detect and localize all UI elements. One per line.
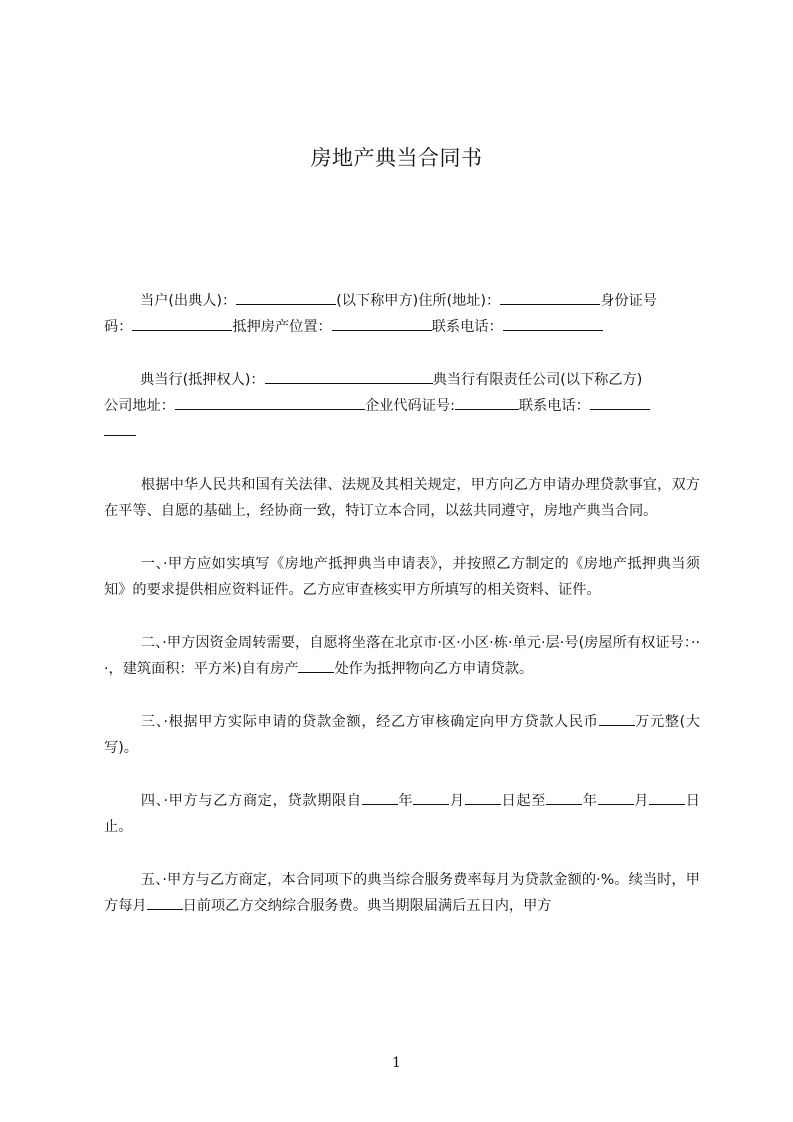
party-a-block [104, 288, 700, 340]
clause-5-text-2: 日前项乙方交纳综合服务费。典当期限届满后五日内，甲方 [182, 898, 552, 914]
start-year-blank [362, 789, 398, 805]
page-number: 1 [392, 1055, 401, 1071]
end-month-label: 月 [633, 793, 650, 809]
property-location-blank [332, 315, 432, 331]
end-day-blank [649, 789, 685, 805]
document-body [104, 288, 700, 946]
party-b-line-3 [104, 419, 700, 445]
party-a-phone-blank [503, 315, 603, 331]
document-title: 房地产典当合同书 [310, 146, 483, 170]
pawnshop-label: 典当行(抵押权人)： [140, 372, 265, 388]
pawner-name-blank [236, 289, 336, 305]
company-address-blank [175, 394, 365, 410]
party-b-block [104, 367, 700, 445]
clause-2 [104, 630, 700, 682]
company-label: 典当行有限责任公司(以下称乙方) [432, 372, 643, 388]
pawnshop-name-blank [265, 368, 433, 384]
id-number-blank [132, 315, 232, 331]
party-b-phone-label: 联系电话： [518, 398, 590, 414]
clause-1: 一、·甲方应如实填写《房地产抵押典当申请表》，并按照乙方制定的《房地产抵押典当须知》的要求提供相应资料证件。乙方应审查核实甲方所填写的相关资料、证件。 [104, 556, 700, 598]
start-month-label: 月 [449, 793, 465, 809]
clause-4 [104, 788, 700, 840]
enterprise-code-blank [455, 394, 519, 410]
end-year-blank [546, 789, 582, 805]
party-a-line-2 [104, 314, 700, 340]
id-label: 身份证号 [600, 293, 657, 309]
clause-3-text-2: 万元整(大写)。 [104, 714, 700, 756]
party-a-phone-label: 联系电话： [431, 319, 503, 335]
party-b-line-2 [104, 393, 700, 419]
clause-4-text-1: 四、·甲方与乙方商定，贷款期限自 [140, 793, 362, 809]
clause-5-text-1: 五、·甲方与乙方商定，本合同项下的典当综合服务费率每月为贷款金额的·%。续当时，甲方每月 [104, 872, 700, 914]
clause-2-text-1: 二、·甲方因资金周转需要，自愿将坐落在北京市·区·小区·栋·单元·层·号(房屋所有权证号：·· ·，建筑面积：平方米)自有房产 [104, 635, 700, 677]
start-day-label: 日起至 [500, 793, 547, 809]
start-month-blank [413, 789, 449, 805]
fee-day-blank [147, 894, 183, 910]
property-area-blank [298, 657, 334, 673]
party-a-line-1 [104, 288, 700, 314]
party-b-line-1 [104, 367, 700, 393]
property-location-label: 抵押房产位置： [232, 319, 332, 335]
clause-2-text-2: 处作为抵押物向乙方申请贷款。 [334, 661, 534, 677]
enterprise-code-label: 企业代码证号: [364, 398, 455, 414]
address-blank [500, 289, 600, 305]
end-day-label: 日止。 [104, 793, 700, 835]
clause-3 [104, 709, 700, 761]
end-year-label: 年 [582, 793, 598, 809]
company-address-label: 公司地址： [104, 398, 175, 414]
party-b-phone-blank-cont [104, 420, 136, 436]
loan-amount-blank [599, 710, 635, 726]
address-label: (以下称甲方)住所(地址)： [336, 293, 501, 309]
end-month-blank [598, 789, 634, 805]
id-label-cont: 码： [104, 319, 133, 335]
preamble-paragraph: 根据中华人民共和国有关法律、法规及其相关规定，甲方向乙方申请办理贷款事宜，双方在平等、自愿的基础上，经协商一致，特订立本合同，以兹共同遵守，房地产典当合同。 [104, 477, 700, 519]
start-day-blank [465, 789, 501, 805]
party-b-phone-blank [590, 394, 650, 410]
clause-5 [104, 867, 700, 919]
start-year-label: 年 [397, 793, 414, 809]
pawner-label: 当户(出典人)： [140, 293, 237, 309]
clause-3-text-1: 三、·根据甲方实际申请的贷款金额，经乙方审核确定向甲方贷款人民币 [140, 714, 599, 730]
